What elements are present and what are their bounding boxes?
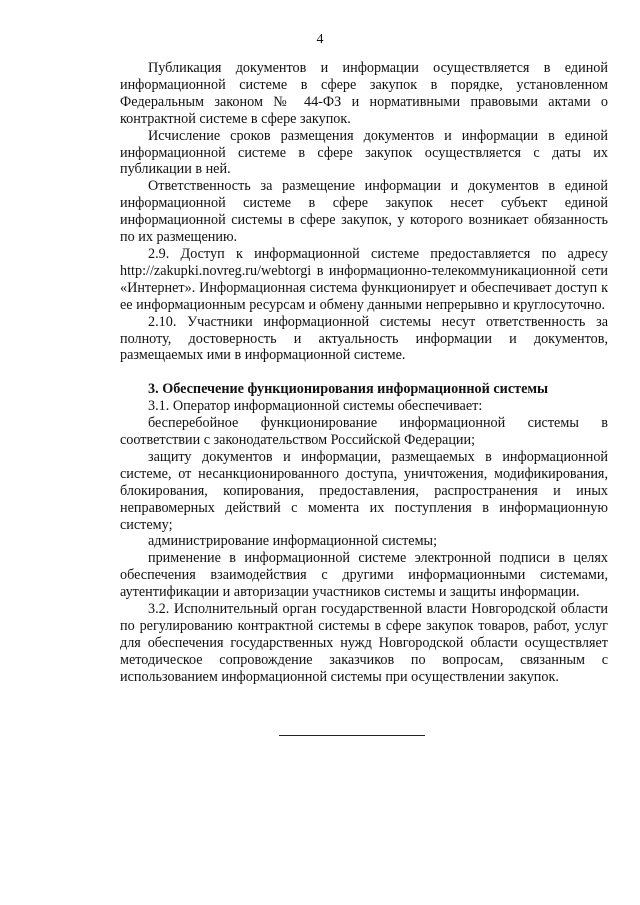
paragraph-electronic-signature: применение в информационной системе электронной подписи в целях обеспечения взаимодействия с другими информационными системами, аутентификации и авторизации участников системы и защиты информации.: [120, 550, 608, 601]
end-of-text-rule: [279, 735, 425, 736]
paragraph-publication: Публикация документов и информации осуществляется в единой информационной системе в сфере закупок в порядке, установленном Федеральным законом № 44-ФЗ и нормативными правовыми актами о контрактной системе в сфере закупок.: [120, 60, 608, 127]
page-number: 4: [316, 32, 324, 47]
document-body: [120, 60, 608, 686]
paragraph-responsibility: Ответственность за размещение информации и документов в единой информационной системе в сфере закупок несет субъект единой информационной системы в сфере закупок, у которого возникает обязанность по их размещению.: [120, 178, 608, 246]
section-3-heading: 3. Обеспечение функционирования информационной системы: [148, 381, 549, 398]
paragraph-data-protection: защиту документов и информации, размещаемых в информационной системе, от несанкционированного доступа, уничтожения, модификирования, блокирования, копирования, предоставления, распространения и иных неправомерных действий с момента их поступления в информационную систему;: [120, 448, 608, 533]
paragraph-3-2-executive-body: 3.2. Исполнительный орган государственной власти Новгородской области по регулированию контрактной системы в сфере закупок товаров, работ, услуг для обеспечения государственных нужд Новгородской области осуществляет методическое сопровождение заказчиков по вопросам, связанным с использованием информационной системы при осуществлении закупок.: [120, 601, 608, 685]
section-gap: [120, 364, 608, 381]
paragraph-3-1-operator: 3.1. Оператор информационной системы обеспечивает:: [148, 398, 483, 415]
paragraph-administration: администрирование информационной системы;: [148, 533, 438, 550]
paragraph-2-10-participants: 2.10. Участники информационной системы несут ответственность за полноту, достоверность и актуальность информации и документов, размещаемых ими в информационной системе.: [120, 313, 608, 364]
paragraph-2-9-access: 2.9. Доступ к информационной системе предоставляется по адресу http://zakupki.novreg.ru/webtorgi в информационно-телекоммуникационной сети «Интернет». Информационная система функционирует и обеспечивает доступ к ее информационным ресурсам и обмену данными непрерывно и круглосуточно.: [120, 245, 608, 313]
paragraph-deadlines: Исчисление сроков размещения документов и информации в единой информационной системе в сфере закупок осуществляется с даты их публикации в ней.: [120, 127, 608, 178]
paragraph-uninterrupted-operation: бесперебойное функционирование информационной системы в соответствии с законодательством Российской Федерации;: [120, 415, 608, 449]
